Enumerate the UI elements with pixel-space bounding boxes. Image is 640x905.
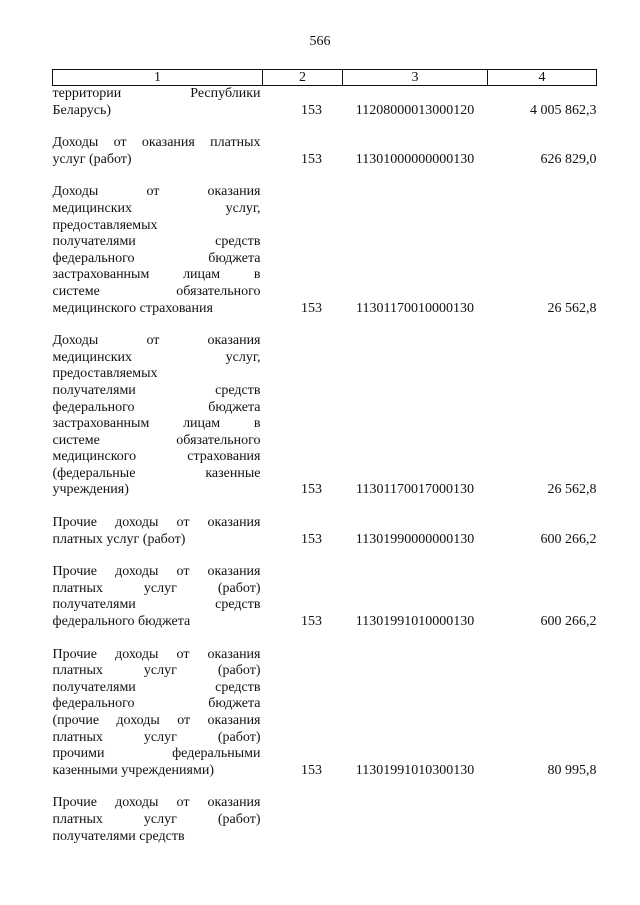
description-line: платных услуг (работ) (52, 729, 261, 745)
table-row (53, 515, 597, 548)
description-line: платных услуг (работ) (52, 580, 261, 596)
description-line: получателями средств (52, 679, 261, 695)
row-budget-code: 11301991010000130 (355, 614, 475, 630)
description-line: федерального бюджета (52, 614, 191, 630)
description-line: платных услуг (работ) (52, 663, 261, 679)
row-description (53, 184, 263, 317)
description-line: Прочие доходы от оказания (52, 564, 261, 580)
row-admin-code (263, 795, 343, 845)
row-admin-code: 153 (301, 531, 322, 547)
description-line: Прочие доходы от оказания (52, 515, 261, 531)
row-spacer (53, 499, 597, 515)
description-line: платных услуг (работ) (52, 531, 186, 547)
description-line: Прочие доходы от оказания (52, 646, 261, 662)
description-line: медицинских услуг, (52, 349, 261, 365)
row-description (53, 795, 263, 845)
row-spacer (53, 119, 597, 135)
row-admin-code: 153 (301, 300, 322, 316)
row-spacer (53, 779, 597, 795)
description-line: (прочие доходы от оказания (52, 713, 261, 728)
row-amount: 80 995,8 (547, 762, 597, 778)
row-admin-code: 153 (301, 614, 322, 630)
description-line: учреждения) (52, 482, 129, 498)
description-line: казенными учреждениями) (52, 762, 214, 778)
description-line: получателями средств (52, 597, 261, 613)
row-description (53, 135, 263, 168)
row-amount (488, 795, 597, 845)
row-spacer (53, 317, 597, 333)
description-line: предоставляемых (52, 366, 158, 382)
description-line: территории Республики (52, 86, 261, 101)
description-line: Доходы от оказания (52, 184, 261, 200)
row-spacer (53, 631, 597, 647)
description-line: федерального бюджета (52, 696, 261, 712)
row-budget-code: 11301991010300130 (355, 762, 475, 778)
description-line: застрахованным лицам в (52, 416, 261, 432)
row-budget-code (343, 795, 488, 845)
row-spacer-cell (53, 317, 597, 333)
description-line: медицинского страхования (52, 449, 261, 465)
row-description (53, 515, 263, 548)
row-amount: 600 266,2 (540, 531, 597, 547)
row-amount: 600 266,2 (540, 614, 597, 630)
row-amount: 4 005 862,3 (530, 102, 597, 118)
row-spacer-cell (53, 499, 597, 515)
description-line: получателями средств (52, 828, 185, 844)
description-line: услуг (работ) (52, 151, 132, 167)
table-header-row (53, 70, 597, 86)
row-spacer (53, 548, 597, 564)
header-col-4: 4 (488, 70, 597, 86)
table-row (53, 795, 597, 845)
row-description (53, 333, 263, 499)
table-row (53, 184, 597, 317)
row-spacer-cell (53, 779, 597, 795)
row-budget-code: 11301000000000130 (355, 151, 475, 167)
row-spacer-cell (53, 631, 597, 647)
description-line: медицинских услуг, (52, 200, 261, 216)
description-line: медицинского страхования (52, 300, 213, 316)
row-description (53, 647, 263, 780)
description-line: предоставляемых (52, 217, 158, 233)
revenue-table (52, 69, 597, 845)
description-line: получателями средств (52, 234, 261, 250)
description-line: федерального бюджета (52, 250, 261, 266)
table-body (53, 86, 597, 846)
row-description (53, 86, 263, 120)
row-budget-code: 11301990000000130 (355, 531, 475, 547)
description-line: федерального бюджета (52, 399, 261, 415)
description-line: (федеральные казенные (52, 465, 261, 481)
table-row (53, 135, 597, 168)
table-row (53, 333, 597, 499)
description-line: системе обязательного (52, 283, 261, 299)
row-admin-code: 153 (301, 482, 322, 498)
row-spacer (53, 168, 597, 184)
row-budget-code: 11301170017000130 (356, 482, 474, 498)
table-row (53, 86, 597, 120)
page-number: 566 (309, 34, 331, 49)
header-col-1: 1 (53, 70, 263, 86)
description-line: застрахованным лицам в (52, 267, 261, 283)
description-line: системе обязательного (52, 432, 261, 448)
row-spacer-cell (53, 119, 597, 135)
description-line: Беларусь) (52, 102, 112, 118)
header-col-3: 3 (343, 70, 488, 86)
description-line: прочими федеральными (52, 746, 261, 762)
row-admin-code: 153 (301, 151, 322, 167)
description-line: платных услуг (работ) (52, 811, 261, 827)
description-line: Прочие доходы от оказания (52, 795, 261, 811)
row-description (53, 564, 263, 630)
row-admin-code: 153 (301, 762, 322, 778)
row-budget-code: 11208000013000120 (355, 102, 475, 118)
description-line: получателями средств (52, 382, 261, 398)
table-row (53, 647, 597, 780)
description-line: Доходы от оказания (52, 333, 261, 349)
row-budget-code: 11301170010000130 (356, 300, 474, 316)
row-amount: 26 562,8 (547, 482, 597, 498)
row-spacer-cell (53, 548, 597, 564)
row-amount: 626 829,0 (540, 151, 597, 167)
row-amount: 26 562,8 (547, 300, 597, 316)
description-line: Доходы от оказания платных (52, 135, 261, 151)
row-spacer-cell (53, 168, 597, 184)
row-admin-code: 153 (301, 102, 322, 118)
table-row (53, 564, 597, 630)
header-col-2: 2 (263, 70, 343, 86)
